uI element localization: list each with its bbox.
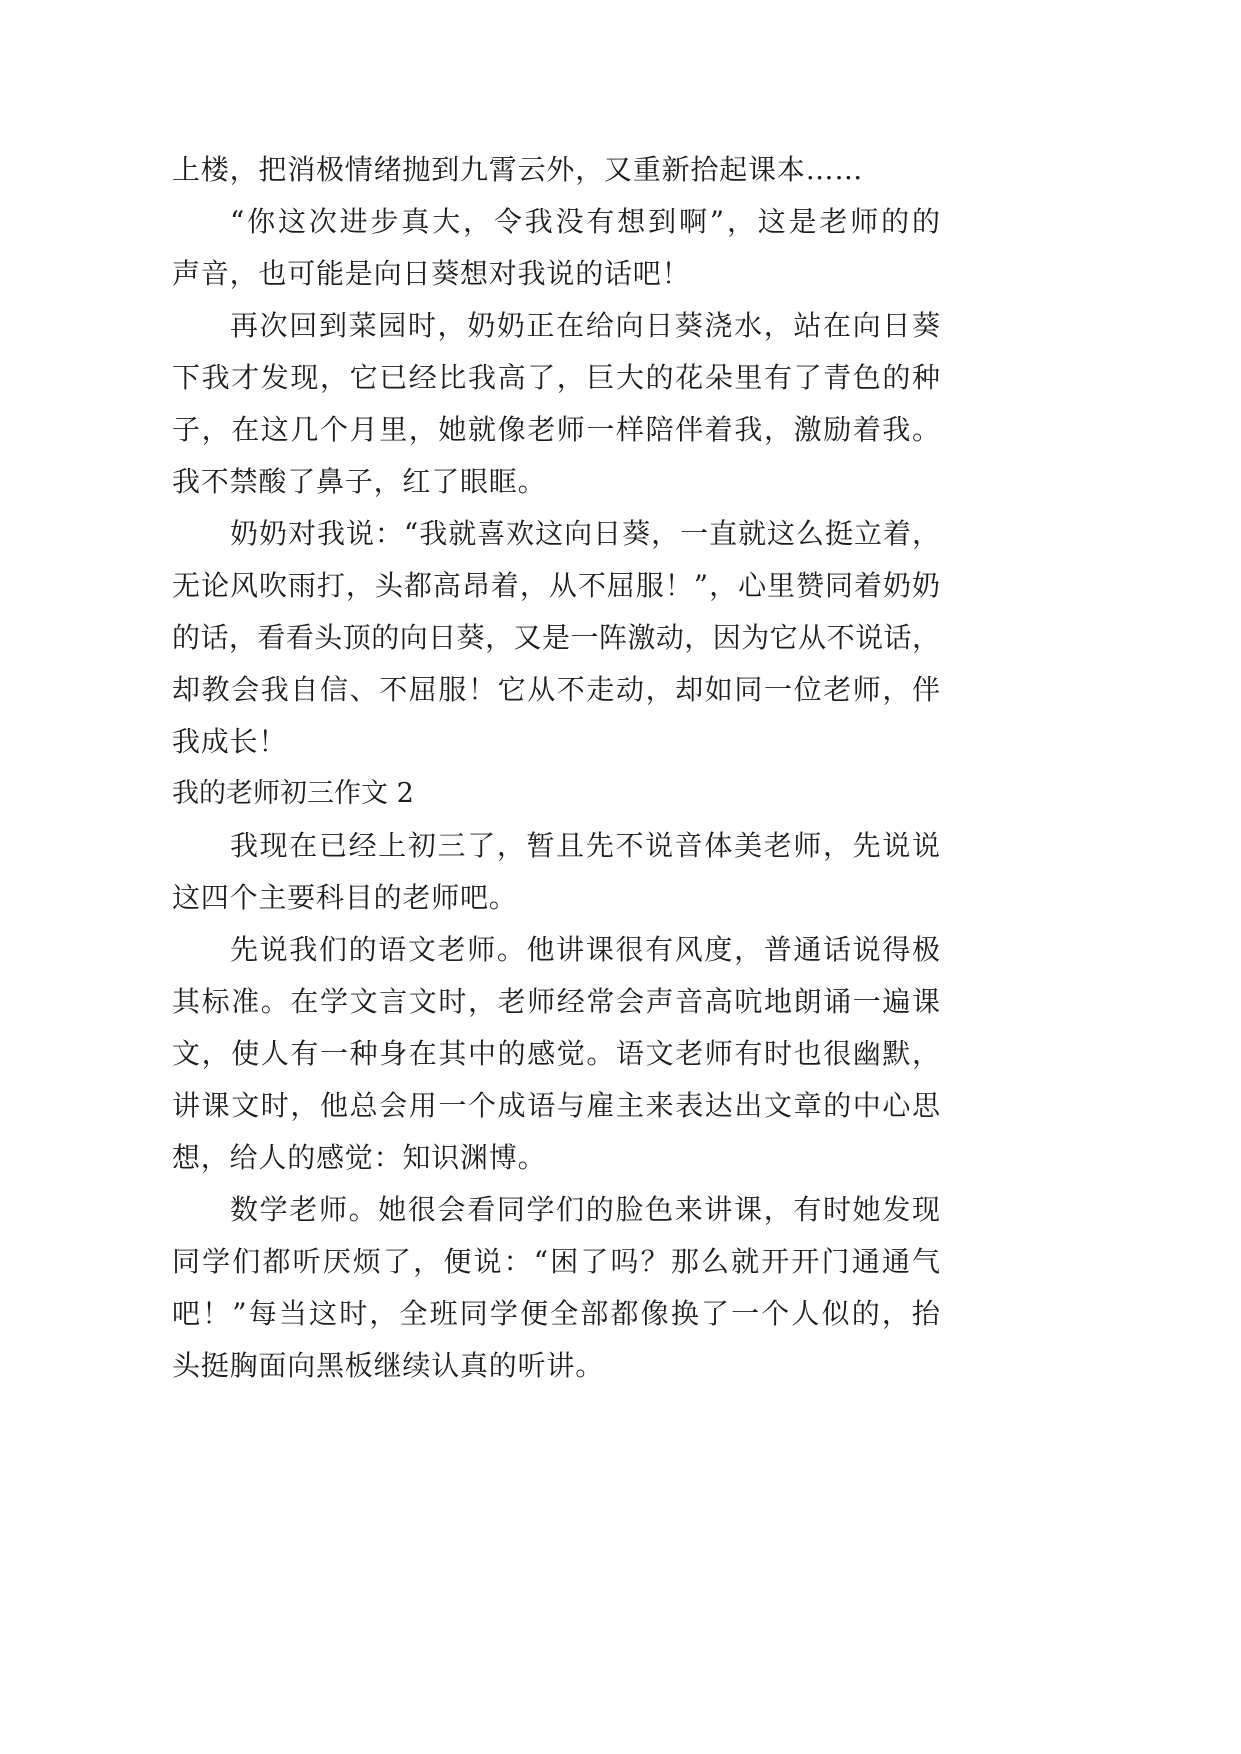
paragraph bbox=[172, 924, 940, 1184]
text-line: 这四个主要科目的老师吧。 bbox=[172, 881, 518, 914]
paragraph bbox=[172, 144, 940, 196]
paragraph bbox=[172, 820, 940, 924]
text-line: 讲课文时，他总会用一个成语与雇主来表达出文章的中心思 bbox=[172, 1089, 940, 1122]
paragraph bbox=[172, 196, 940, 300]
text-line: 再次回到菜园时，奶奶正在给向日葵浇水，站在向日葵 bbox=[230, 309, 940, 342]
text-line: 数学老师。她很会看同学们的脸色来讲课，有时她发现 bbox=[230, 1193, 940, 1226]
text-line: 我不禁酸了鼻子，红了眼眶。 bbox=[172, 465, 547, 498]
text-line: 先说我们的语文老师。他讲课很有风度，普通话说得极 bbox=[230, 933, 940, 966]
text-line: 吧！”每当这时，全班同学便全部都像换了一个人似的，抬 bbox=[172, 1297, 940, 1330]
text-line: 却教会我自信、不屈服！它从不走动，却如同一位老师，伴 bbox=[172, 673, 940, 706]
paragraph bbox=[172, 508, 940, 768]
paragraph bbox=[172, 1184, 940, 1392]
text-line: 我成长！ bbox=[172, 725, 288, 758]
text-line: 子，在这几个月里，她就像老师一样陪伴着我，激励着我。 bbox=[172, 413, 940, 446]
text-line: 的话，看看头顶的向日葵，又是一阵激动，因为它从不说话， bbox=[172, 621, 940, 654]
text-line: 同学们都听厌烦了，便说：“困了吗？那么就开开门通通气 bbox=[172, 1245, 940, 1278]
text-line: 我现在已经上初三了，暂且先不说音体美老师，先说说 bbox=[230, 829, 940, 862]
text-line: “你这次进步真大，令我没有想到啊”，这是老师的的 bbox=[230, 205, 940, 238]
text-line: 下我才发现，它已经比我高了，巨大的花朵里有了青色的种 bbox=[172, 361, 940, 394]
text-line: 其标准。在学文言文时，老师经常会声音高吭地朗诵一遍课 bbox=[172, 985, 940, 1018]
document-body bbox=[172, 144, 940, 1392]
essay-heading: 我的老师初三作文 2 bbox=[172, 778, 414, 809]
text-line: 无论风吹雨打，头都高昂着，从不屈服！”，心里赞同着奶奶 bbox=[172, 569, 940, 602]
text-line: 奶奶对我说：“我就喜欢这向日葵，一直就这么挺立着， bbox=[230, 517, 940, 550]
text-line: 头挺胸面向黑板继续认真的听讲。 bbox=[172, 1349, 605, 1382]
text-line: 想，给人的感觉：知识渊博。 bbox=[172, 1141, 547, 1174]
text-line: 上楼，把消极情绪抛到九霄云外，又重新拾起课本…… bbox=[172, 153, 864, 186]
paragraph bbox=[172, 300, 940, 508]
text-line: 声音，也可能是向日葵想对我说的话吧！ bbox=[172, 257, 691, 290]
text-line: 文，使人有一种身在其中的感觉。语文老师有时也很幽默， bbox=[172, 1037, 940, 1070]
